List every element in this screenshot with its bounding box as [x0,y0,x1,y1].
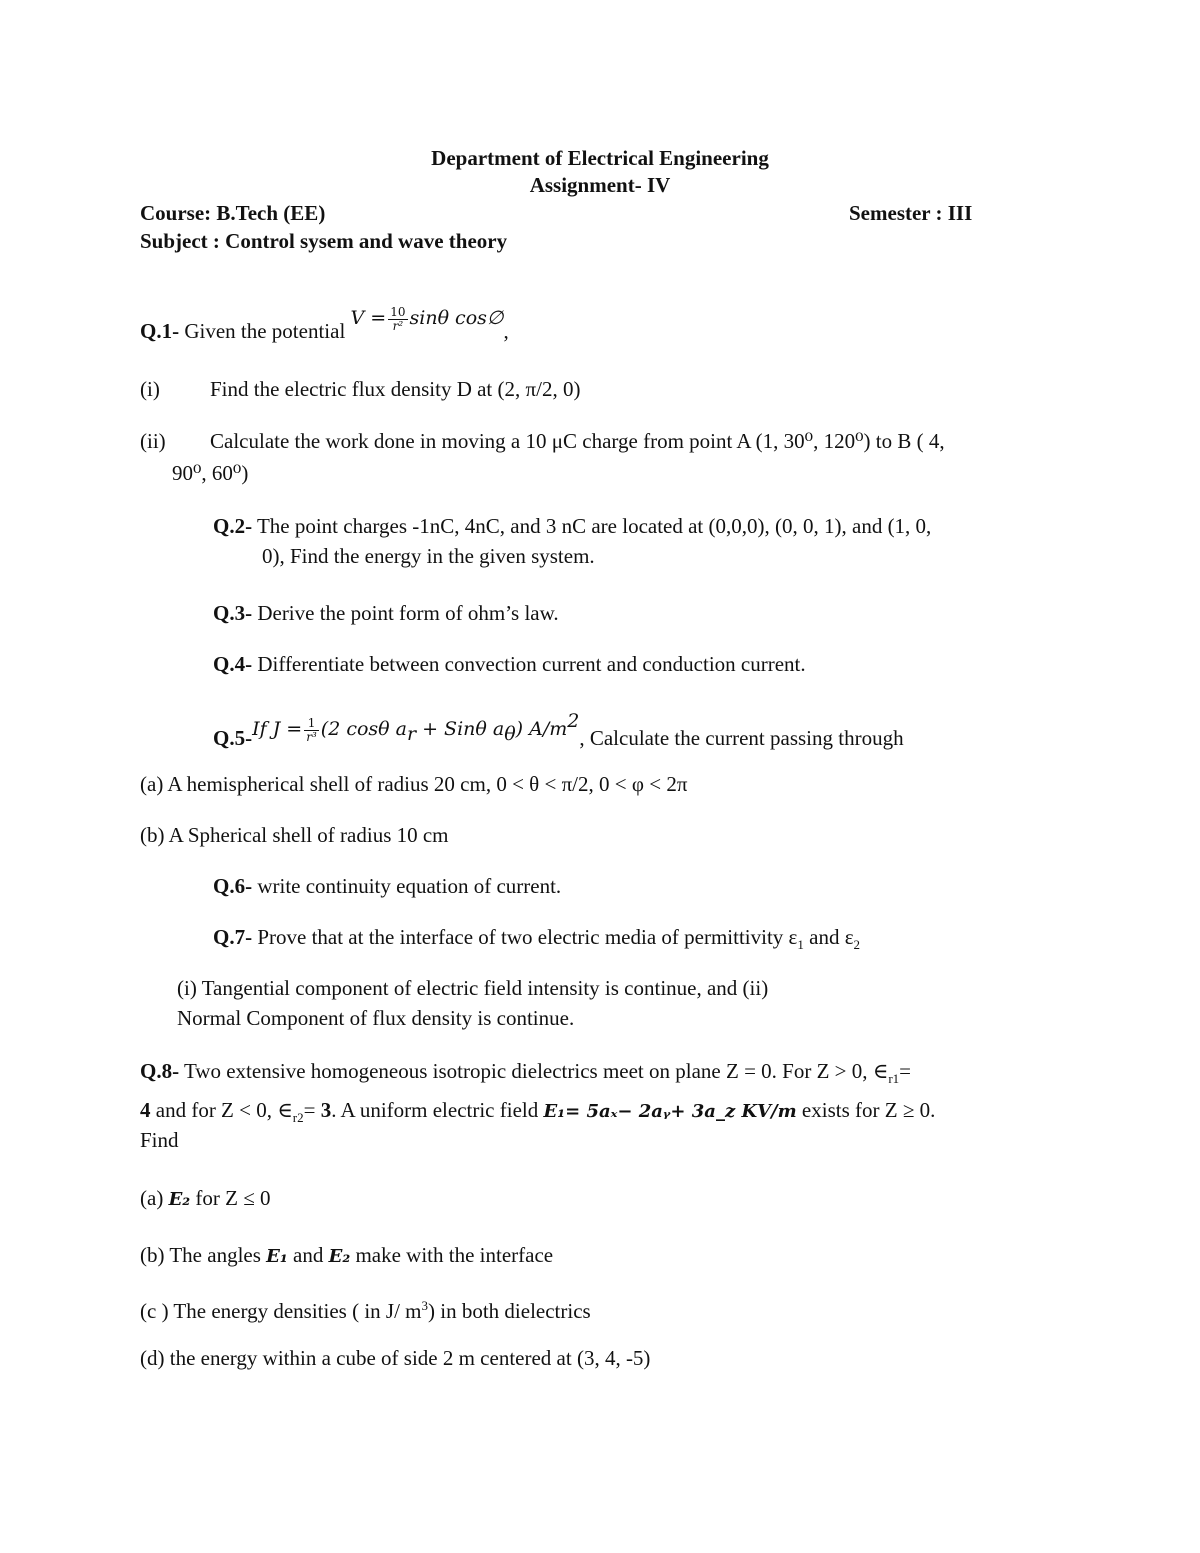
department-heading: Department of Electrical Engineering [431,146,769,170]
q1-part-ii-text: Calculate the work done in moving a 10 μC charge from point A (1, 30⁰, 120⁰) to B ( 4, [210,429,945,453]
current-density-formula: If J = $\frac{1}{\text{r³}}$ (2 cosθ $a_r + Sin\theta$ $a_\theta$) $A/m^2$ [252,710,580,746]
q8-part-d: (d) the energy within a cube of side 2 m centered at (3, 4, -5) [140,1346,651,1370]
q5-part-a: (a) A hemispherical shell of radius 20 cm, 0 < θ < π/2, 0 < φ < 2π [140,772,688,796]
subject-label: Subject : Control sysem and wave theory [140,229,508,253]
semester-label: Semester : III [849,201,973,225]
assignment-title: Assignment- IV [529,173,671,197]
q1-part-ii-continued: 90⁰, 60⁰) [172,461,249,485]
question-8: Q.8- Two extensive homogeneous isotropic dielectrics meet on plane Z = 0. For Z > 0, $\in_{r1}=$ [140,1059,911,1087]
q7-part-i: (i) Tangential component of electric field intensity is continue, and (ii) [177,976,769,1000]
q8-part-c: (c ) The energy densities ( in J/ $m^3$) in both dielectrics [140,1298,591,1323]
electric-field-formula: E₁= 5aₓ− 2aᵧ+ 3a_z KV/m [543,1101,797,1122]
question-number: Q.1- [140,319,180,343]
question-2: Q.2- The point charges -1nC, 4nC, and 3 nC are located at (0,0,0), (0, 0, 1), and (1, 0, [213,514,932,538]
q1-part-i-label: (i) [140,377,160,401]
q1-part-i-text: Find the electric flux density D at (2, π/2, 0) [210,377,581,401]
q8-part-a: (a) E₂ for Z ≤ 0 [140,1186,271,1210]
q7-part-ii: Normal Component of flux density is continue. [177,1006,575,1030]
q5-part-b: (b) A Spherical shell of radius 10 cm [140,823,449,847]
potential-formula: V = $\frac{10}{\text{r²}}$ sinθ cos∅ [350,304,504,333]
question-6: Q.6- write continuity equation of current. [213,874,562,898]
question-5: Q.5-If J = $\frac{1}{\text{r³}}$ (2 cosθ $a_r + Sin\theta$ $a_\theta$) $A/m^2$, Calculate the current passing through [213,710,904,750]
course-label: Course: B.Tech (EE) [140,201,326,225]
question-8-line-3: Find [140,1128,179,1152]
question-2-continued: 0), Find the energy in the given system. [262,544,595,568]
question-1: Q.1- Given the potential V = $\frac{10}{\text{r²}}$ sinθ cos∅, [140,304,509,343]
question-8-line-2: 4 and for Z < 0, $\in_{r2}= 3$. A uniform electric field E₁= 5aₓ− 2aᵧ+ 3a_z KV/m exists for Z ≥ 0. [140,1098,936,1126]
question-7: Q.7- Prove that at the interface of two electric media of permittivity $\varepsilon_1$ and $\varepsilon_2$ [213,925,861,953]
question-4: Q.4- Differentiate between convection current and conduction current. [213,652,806,676]
question-3: Q.3- Derive the point form of ohm’s law. [213,601,559,625]
q8-part-b: (b) The angles E₁ and E₂ make with the interface [140,1243,554,1267]
q1-part-ii-label: (ii) [140,429,166,453]
question-text: Given the potential [179,319,351,343]
